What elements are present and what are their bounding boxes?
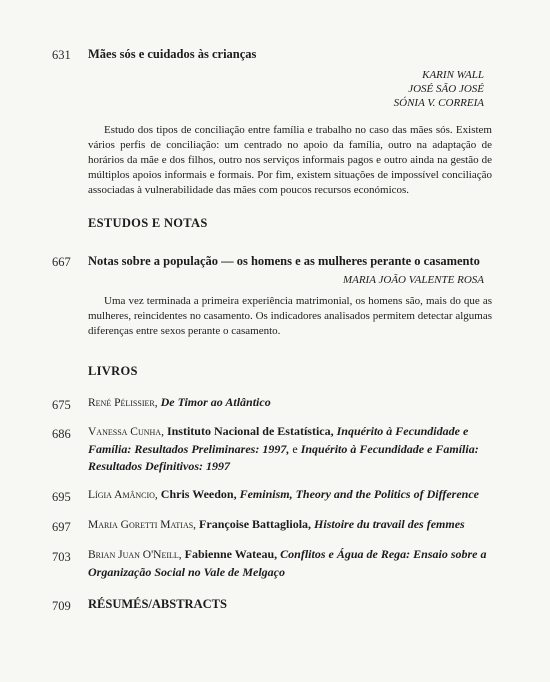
- reviewer-name: René Pélissier,: [88, 397, 158, 409]
- article-authors: [394, 68, 484, 110]
- page-number: 697: [52, 520, 71, 534]
- page-number: 675: [52, 398, 71, 412]
- author-name: KARIN WALL: [422, 69, 484, 81]
- reviewer-name: Brian Juan O'Neill,: [88, 549, 182, 561]
- page-number: 631: [52, 48, 71, 62]
- author-name: JOSÉ SÃO JOSÉ: [408, 83, 484, 95]
- book-author: Françoise Battagliola,: [199, 517, 312, 531]
- book-review-entry[interactable]: [88, 546, 496, 581]
- article-abstract: Estudo dos tipos de conciliação entre família e trabalho no caso das mães sós. Existem vários perfis de conciliação: um centrado no apoio da família, outro na adaptação de horários da mãe e dos filhos, outro nos serviços informais pagos e outro ainda na gestão de múltiplos apoios informais e formais. Por fim, existem situações de impossível conciliação associadas à vulnerabilidade das mães com poucos recursos económicos.: [88, 124, 492, 196]
- book-review-entry[interactable]: [88, 516, 496, 534]
- book-review-entry[interactable]: [88, 423, 496, 475]
- connector-text: e: [292, 442, 298, 456]
- article-title[interactable]: Mães sós e cuidados às crianças: [88, 47, 257, 61]
- book-title: Histoire du travail des femmes: [314, 517, 465, 531]
- book-author: Fabienne Wateau,: [184, 547, 278, 561]
- page-number: 686: [52, 427, 71, 441]
- book-title: De Timor ao Atlântico: [160, 395, 271, 409]
- book-review-entry[interactable]: [88, 394, 496, 412]
- reviewer-name: Vanessa Cunha,: [88, 426, 164, 438]
- article-author: MARIA JOÃO VALENTE ROSA: [342, 274, 484, 286]
- book-title: Inquérito à Fecundidade e Família: Resultados Definitivos: 1997: [88, 442, 479, 473]
- article-title[interactable]: Notas sobre a população — os homens e as mulheres perante o casamento: [88, 254, 480, 268]
- page-number: 703: [52, 550, 71, 564]
- book-review-entry[interactable]: [88, 486, 496, 504]
- section-heading-livros: LIVROS: [88, 364, 138, 378]
- resumes-heading[interactable]: RÉSUMÉS/ABSTRACTS: [88, 597, 227, 611]
- page-number: 695: [52, 490, 71, 504]
- book-author: Instituto Nacional de Estatística,: [166, 424, 334, 438]
- page-number: 709: [52, 599, 71, 613]
- reviewer-name: Maria Goretti Matias,: [88, 519, 197, 531]
- article-abstract: Uma vez terminada a primeira experiência matrimonial, os homens são, mais do que as mulheres, reincidentes no casamento. Os indicadores analisados permitem detectar algumas diferenças entre sexos perante o casamento.: [88, 295, 492, 337]
- author-name: SÓNIA V. CORREIA: [393, 97, 484, 109]
- reviewer-name: Lígia Amâncio,: [88, 489, 158, 501]
- book-title: Feminism, Theory and the Politics of Difference: [239, 487, 480, 501]
- book-title: Inquérito à Fecundidade e Família: Resultados Preliminares: 1997,: [88, 424, 469, 456]
- page-number: 667: [52, 255, 71, 269]
- book-title: Conflitos e Água de Rega: Ensaio sobre a Organização Social no Vale de Melgaço: [88, 547, 487, 579]
- book-author: Chris Weedon,: [160, 487, 237, 501]
- section-heading-estudos: ESTUDOS E NOTAS: [88, 216, 208, 230]
